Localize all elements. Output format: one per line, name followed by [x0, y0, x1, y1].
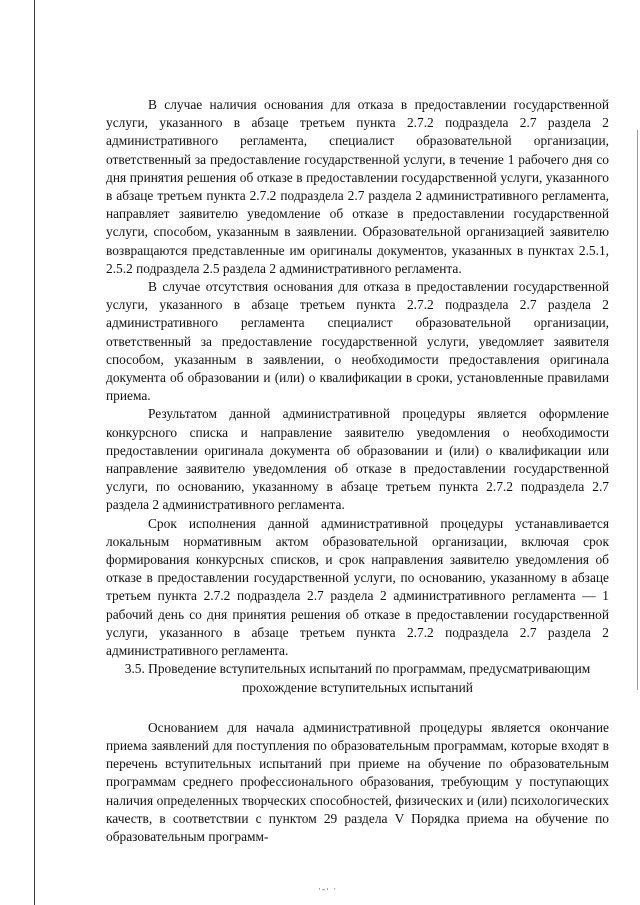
scan-edge-left	[34, 0, 35, 905]
paragraph-procedure-deadline: Срок исполнения данной административной процедуры устанавливается локальным нормативным актом образовательной организации, включая срок формирования конкурсных списков, и срок направления заявителю уведомления об отказе в предоставлении государственной услуги, по основанию, указанному в абзаце третьем пункта 2.7.2 подраздела 2.7 раздела 2 административного регламента — 1 рабочий день со дня принятия решения об отказе в предоставлении государственной услуги, указанного в абзаце третьем пункта 2.7.2 подраздела 2.7 раздела 2 административного регламента.	[106, 515, 609, 659]
paragraph-refusal-grounds: В случае наличия основания для отказа в предоставлении государственной услуги, указанного в абзаце третьем пункта 2.7.2 подраздела 2.7 раздела 2 административного регламента, специалист образовательной организации, ответственный за предоставление государственной услуги, в течение 1 рабочего дня со дня принятия решения об отказе в предоставлении государственной услуги, указанного в абзаце третьем пункта 2.7.2 подраздела 2.7 раздела 2 административного регламента, направляет заявителю уведомление об отказе в предоставлении государственной услуги, способом, указанным в заявлении. Образовательной организацией заявителю возвращаются представленные им оригиналы документов, указанных в пунктах 2.5.1, 2.5.2 подраздела 2.5 раздела 2 административного регламента.	[106, 97, 609, 276]
scan-edge-right	[637, 130, 638, 690]
document-page	[106, 96, 609, 846]
paragraph-procedure-result: Результатом данной административной процедуры является оформление конкурсного списка и направление заявителю уведомления о необходимости предоставлении оригинала документа об образовании и (или) о квалификации или направление заявителю уведомления об отказе в предоставлении государственной услуги, по основанию, указанному в абзаце третьем пункта 2.7.2 подраздела 2.7 раздела 2 административного регламента.	[106, 406, 609, 513]
spacer	[106, 697, 609, 719]
paragraph-no-refusal-grounds: В случае отсутствия основания для отказа в предоставлении государственной услуги, указанного в абзаце третьем пункта 2.7.2 подраздела 2.7 раздела 2 административного регламента специалист образовательной организации, ответственный за предоставление государственной услуги, уведомляет заявителя способом, указанным в заявлении, о необходимости предоставления оригинала документа об образовании и (или) о квалификации в сроки, установленные правилами приема.	[106, 279, 609, 404]
scan-artifact: ·-· ·	[318, 884, 338, 894]
section-heading: 3.5. Проведение вступительных испытаний по программам, предусматривающим прохождение вступительных испытаний	[124, 661, 591, 695]
paragraph-procedure-basis: Основанием для начала административной процедуры является окончание приема заявлений для поступления по образовательным программам, которые входят в перечень вступительных испытаний при приеме на обучение по образовательным программам среднего профессионального образования, требующим у поступающих наличия определенных творческих способностей, физических и (или) психологических качеств, в соответствии с пунктом 29 раздела V Порядка приема на обучение по образовательным программ-	[106, 719, 609, 844]
